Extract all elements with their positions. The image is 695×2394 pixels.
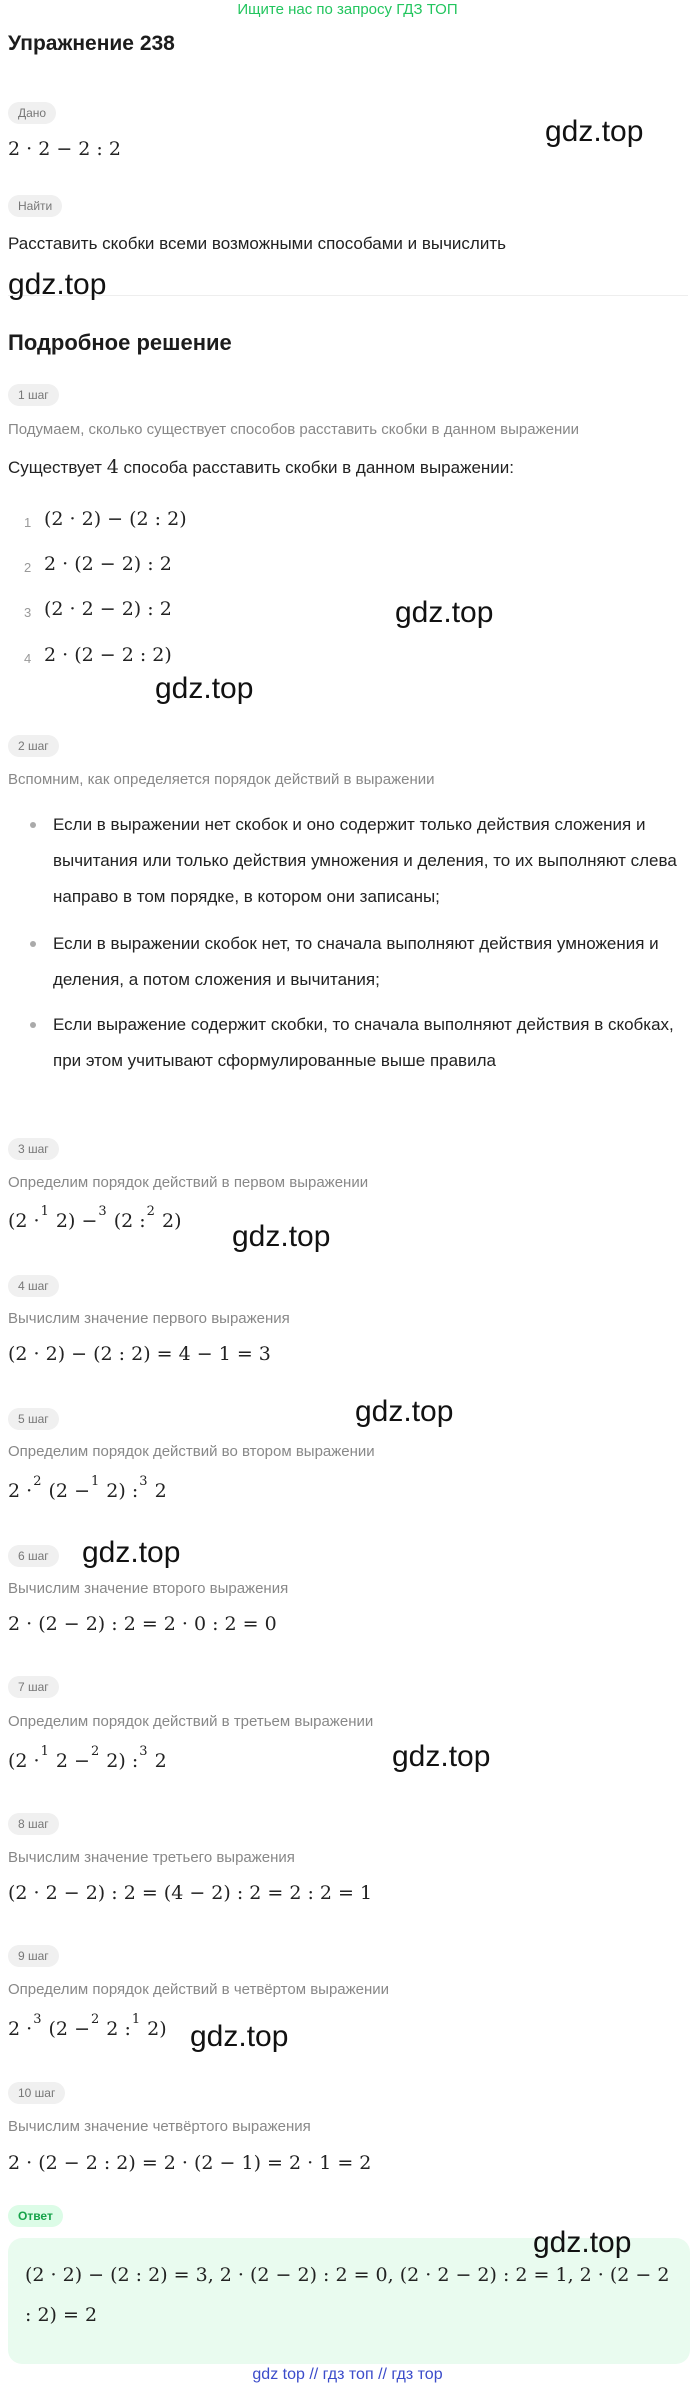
expr-part: (2 — [42, 2018, 75, 2040]
step-9-expression — [8, 2012, 167, 2040]
divider — [8, 295, 688, 296]
list-item-number: 3 — [24, 605, 32, 620]
footer-link[interactable]: гдз топ — [322, 2366, 374, 2383]
step-5-expression — [8, 1474, 167, 1502]
watermark: gdz.top — [545, 115, 644, 148]
footer-link[interactable]: gdz top — [252, 2366, 305, 2383]
answer-label: Ответ — [8, 2205, 63, 2227]
step-6-expression: 2 · (2 − 2) : 2 = 2 · 0 : 2 = 0 — [8, 1613, 277, 1635]
watermark: gdz.top — [190, 2020, 289, 2053]
given-expression: 2 · 2 − 2 : 2 — [8, 138, 121, 160]
list-item-number: 1 — [24, 515, 32, 530]
expr-operator: − — [74, 1750, 90, 1772]
footer-link[interactable]: гдз тор — [391, 2366, 443, 2383]
order-number: 3 — [139, 1744, 148, 1759]
step-10-label: 10 шаг — [8, 2082, 65, 2104]
expr-operator: : — [131, 1480, 139, 1502]
list-item-expression: (2 · 2) − (2 : 2) — [44, 508, 187, 530]
list-item-expression: 2 · (2 − 2) : 2 — [44, 553, 172, 575]
step-3-hint: Определим порядок действий в первом выражении — [8, 1174, 369, 1191]
step-4-hint: Вычислим значение первого выражения — [8, 1310, 290, 1327]
bullet-text: Если выражение содержит скобки, то сначала выполняют действия в скобках, при этом учитывают сформулированные выше правила — [53, 1015, 674, 1070]
expr-part: 2) — [49, 1210, 82, 1232]
step-9-hint: Определим порядок действий в четвёртом выражении — [8, 1981, 390, 1998]
expr-operator: : — [131, 1750, 139, 1772]
expr-part: 2) — [141, 2018, 167, 2040]
step-7-hint: Определим порядок действий в третьем выражении — [8, 1713, 374, 1730]
step-5-hint: Определим порядок действий во втором выражении — [8, 1443, 375, 1460]
footer-separator: // — [304, 2366, 323, 2383]
order-number: 2 — [146, 1204, 155, 1219]
footer-separator: // — [373, 2366, 392, 2383]
find-label: Найти — [8, 195, 62, 217]
expr-operator: · — [26, 2018, 33, 2040]
step-10-expression: 2 · (2 − 2 : 2) = 2 · (2 − 1) = 2 · 1 = 2 — [8, 2152, 372, 2174]
footer-links — [0, 2366, 695, 2384]
step-8-hint: Вычислим значение третьего выражения — [8, 1849, 295, 1866]
expr-operator: · — [33, 1210, 40, 1232]
step-1-text-before: Существует — [8, 458, 107, 477]
list-item-number: 4 — [24, 651, 32, 666]
step-7-expression — [8, 1744, 167, 1772]
bullet-dot — [30, 941, 36, 947]
solution-title: Подробное решение — [8, 330, 232, 355]
watermark: gdz.top — [232, 1220, 331, 1253]
bullet-text: Если в выражении скобок нет, то сначала выполняют действия умножения и деления, а потом сложения и вычитания; — [53, 934, 659, 989]
expr-part: 2 — [148, 1480, 167, 1502]
order-number: 2 — [90, 1744, 100, 1759]
step-7-label: 7 шаг — [8, 1676, 59, 1698]
expr-operator: − — [74, 2018, 90, 2040]
order-number: 1 — [40, 1204, 49, 1219]
watermark: gdz.top — [8, 268, 107, 301]
step-2-hint: Вспомним, как определяется порядок действий в выражении — [8, 771, 435, 788]
step-8-label: 8 шаг — [8, 1813, 59, 1835]
step-4-expression: (2 · 2) − (2 : 2) = 4 − 1 = 3 — [8, 1343, 271, 1365]
find-text: Расставить скобки всеми возможными способами и вычислить — [8, 234, 506, 253]
expr-part: 2) — [100, 1480, 132, 1502]
given-label: Дано — [8, 102, 56, 124]
order-number: 3 — [139, 1474, 148, 1489]
step-1-text-after: способа расставить скобки в данном выражении: — [118, 458, 515, 477]
step-3-expression — [8, 1204, 182, 1232]
step-9-label: 9 шаг — [8, 1945, 59, 1967]
answer-text: (2 · 2) − (2 : 2) = 3, 2 · (2 − 2) : 2 = 0, (2 · 2 − 2) : 2 = 1, 2 · (2 − 2 : 2) = 2 — [25, 2264, 670, 2326]
expr-operator: · — [33, 1750, 40, 1772]
expr-part: 2 — [100, 2018, 125, 2040]
order-number: 3 — [33, 2012, 42, 2027]
expr-operator: − — [74, 1480, 90, 1502]
order-number: 1 — [131, 2012, 141, 2027]
step-1-text — [8, 456, 514, 478]
expr-operator: · — [26, 1480, 33, 1502]
expr-part: (2 — [107, 1210, 140, 1232]
step-1-label: 1 шаг — [8, 384, 59, 406]
watermark: gdz.top — [395, 596, 494, 629]
step-6-hint: Вычислим значение второго выражения — [8, 1580, 289, 1597]
expr-part: (2 — [8, 1750, 34, 1772]
expr-part: 2 — [49, 1750, 75, 1772]
step-8-expression: (2 · 2 − 2) : 2 = (4 − 2) : 2 = 2 : 2 = 1 — [8, 1882, 373, 1904]
step-2-label: 2 шаг — [8, 735, 59, 757]
step-1-count: 4 — [106, 456, 119, 478]
list-item-expression: 2 · (2 − 2 : 2) — [44, 644, 172, 666]
bullet-dot — [30, 822, 36, 828]
step-5-label: 5 шаг — [8, 1408, 59, 1430]
order-number: 1 — [90, 1474, 100, 1489]
step-1-hint: Подумаем, сколько существует способов расставить скобки в данном выражении — [8, 421, 580, 438]
expr-operator: : — [124, 2018, 131, 2040]
watermark: gdz.top — [392, 1740, 491, 1773]
list-item-expression: (2 · 2 − 2) : 2 — [44, 598, 172, 620]
step-3-label: 3 шаг — [8, 1138, 59, 1160]
watermark: gdz.top — [155, 672, 254, 705]
expr-part: (2 — [8, 1210, 34, 1232]
order-number: 3 — [98, 1204, 107, 1219]
watermark: gdz.top — [82, 1536, 181, 1569]
bullet-dot — [30, 1022, 36, 1028]
step-10-hint: Вычислим значение четвёртого выражения — [8, 2118, 311, 2135]
order-number: 2 — [90, 2012, 100, 2027]
top-banner-link[interactable]: Ищите нас по запросу ГДЗ ТОП — [237, 1, 458, 18]
order-number: 1 — [40, 1744, 49, 1759]
expr-operator: − — [81, 1210, 98, 1232]
expr-part: 2 — [148, 1750, 167, 1772]
expr-operator: : — [139, 1210, 146, 1232]
list-item-number: 2 — [24, 560, 32, 575]
expr-part: (2 — [42, 1480, 75, 1502]
watermark: gdz.top — [355, 1395, 454, 1428]
watermark: gdz.top — [533, 2226, 632, 2259]
expr-part: 2) — [155, 1210, 182, 1232]
step-6-label: 6 шаг — [8, 1545, 59, 1567]
expr-part: 2 — [8, 2018, 27, 2040]
bullet-text: Если в выражении нет скобок и оно содержит только действия сложения и вычитания или только действия умножения и деления, то их выполняют слева направо в том порядке, в котором они записаны; — [53, 815, 677, 906]
expr-part: 2 — [8, 1480, 27, 1502]
expr-part: 2) — [100, 1750, 132, 1772]
order-number: 2 — [33, 1474, 42, 1489]
page-title: Упражнение 238 — [8, 32, 175, 55]
step-4-label: 4 шаг — [8, 1275, 59, 1297]
